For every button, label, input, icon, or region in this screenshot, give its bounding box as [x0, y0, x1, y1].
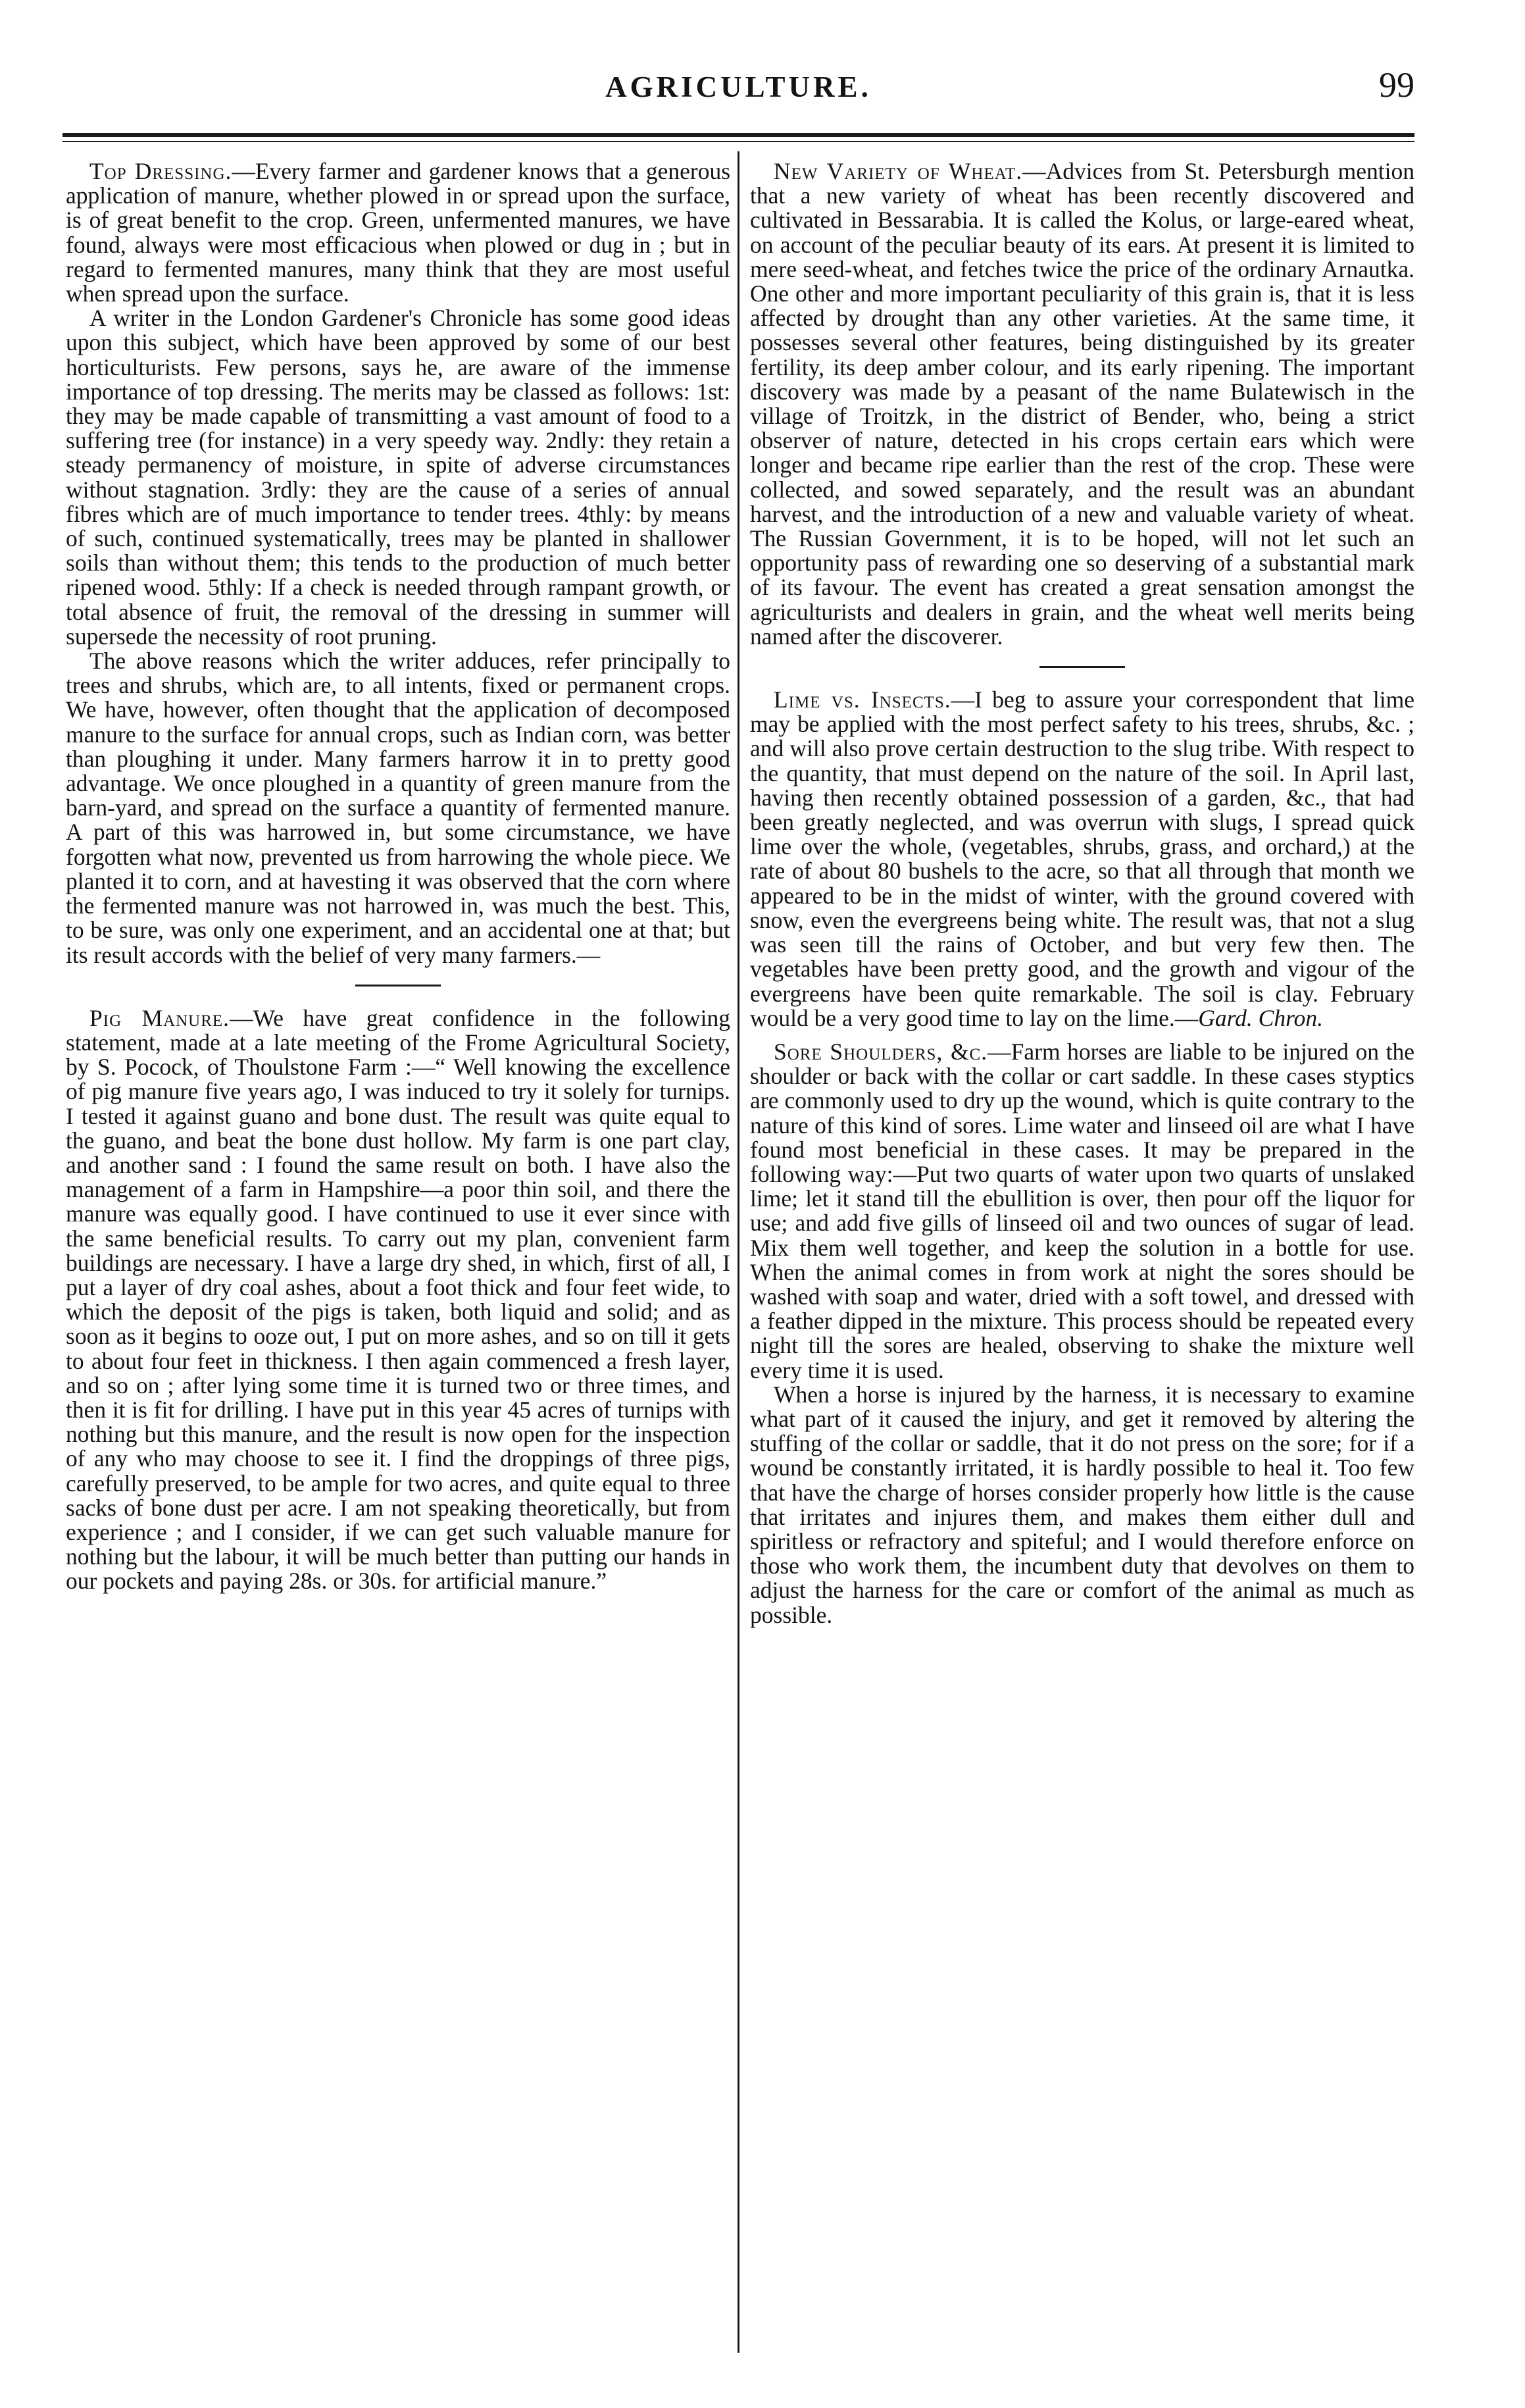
- article-lime-vs-insects: [750, 688, 1414, 1031]
- article-paragraph: [750, 1040, 1414, 1383]
- article-paragraph: The above reasons which the writer adduces, refer principally to trees and shrubs, which are, to all intents, fixed or permanent crops. We have, however, often thought that the application of decomposed manure to the surface for annual crops, such as Indian corn, was better than ploughing it under. Many farmers harrow it in to pretty good advantage. We once ploughed in a quantity of green manure from the barn-yard, and spread on the surface a quantity of fermented manure. A part of this was harrowed in, but some circumstance, we have forgotten what now, prevented us from harrowing the whole piece. We planted it to corn, and at havesting it was observed that the corn where the fermented manure was not harrowed in, was much the best. This, to be sure, was only one experiment, and an accidental one at that; but its result accords with the belief of very many farmers.—: [66, 648, 730, 968]
- article-signature: Gard. Chron.: [1198, 1004, 1323, 1031]
- article-sore-shoulders: [750, 1040, 1414, 1627]
- header-rule-thin: [63, 141, 1414, 142]
- section-separator: [355, 985, 441, 986]
- article-paragraph: A writer in the London Gardener's Chronicle has some good ideas upon this subject, which have been approved by some of our best horticulturists. Few persons, says he, are aware of the immense importance of top dressing. The merits may be classed as follows: 1st: they may be made capable of transmitting a vast amount of food to a suffering tree (for instance) in a very speedy way. 2ndly: they retain a steady permanency of moisture, in spite of adverse circumstances without stagnation. 3rdly: they are the cause of a series of annual fibres which are of much importance to tender trees. 4thly: by means of such, continued systematically, trees may be planted in shallower soils than without them; this tends to the production of much better ripened wood. 5thly: If a check is needed through rampant growth, or total absence of fruit, the removal of the dressing in summer will supersede the necessity of root pruning.: [66, 305, 730, 650]
- article-paragraph: [66, 1006, 730, 1594]
- article-title: New Variety of Wheat.: [774, 158, 1023, 184]
- article-title: Sore Shoulders, &c.: [774, 1038, 988, 1065]
- left-column: [66, 159, 730, 1594]
- article-top-dressing: [66, 159, 730, 967]
- article-text: —I beg to assure your correspondent that lime may be applied with the most perfect safety to his trees, shrubs, &c. ; and will also prove certain destruction to the slug tribe. With respect to the quantity, that must depend on the nature of the soil. In April last, having then recently obtained possession of a garden, &c., that had been greatly neglected, and was overrun with slugs, I spread quick lime over the whole, (vegetables, shrubs, grass, and orchard,) at the rate of about 80 bushels to the acre, so that all through that month we appeared to be in the midst of winter, with the ground covered with snow, even the evergreens being white. The result was, that not a slug was seen till the rains of October, and but very few then. The vegetables have been pretty good, and the growth and vigour of the evergreens have been quite remarkable. The soil is clay. February would be a very good time to lay on the lime.—: [750, 686, 1414, 1031]
- article-title: Top Dressing.: [89, 158, 232, 184]
- article-title: Pig Manure.: [89, 1004, 230, 1031]
- page-number: 99: [1379, 65, 1414, 105]
- column-divider: [738, 151, 739, 2353]
- article-paragraph: [750, 688, 1414, 1031]
- page-header: [63, 58, 1414, 117]
- header-rule-thick: [63, 133, 1414, 137]
- article-new-variety-of-wheat: [750, 159, 1414, 649]
- article-text: —We have great confidence in the following statement, made at a late meeting of the Frome Agricultural Society, by S. Pocock, of Thoulstone Farm :—“ Well knowing the excellence of pig manure five years ago, I was induced to try it solely for turnips. I tested it against guano and bone dust. The result was quite equal to the guano, and beat the bone dust hollow. My farm is one part clay, and another sand : I found the same result on both. I have also the management of a farm in Hampshire—a poor thin soil, and there the manure was equally good. I have continued to use it ever since with the same beneficial results. To carry out my plan, convenient farm buildings are necessary. I have a large dry shed, in which, first of all, I put a layer of dry coal ashes, about a foot thick and four feet wide, to which the deposit of the pigs is taken, both liquid and solid; and as soon as it begins to ooze out, I put on more ashes, and so on till it gets to about four feet in thickness. I then again commenced a fresh layer, and so on ; after lying some time it is turned two or three times, and then it is fit for drilling. I have put in this year 45 acres of turnips with nothing but this manure, and the result is now open for the inspection of any who may choose to see it. I find the droppings of three pigs, carefully preserved, to be ample for two acres, and quite equal to three sacks of bone dust per acre. I am not speaking theoretically, but from experience ; and I consider, if we can get such valuable manure for nothing but the labour, it will be much better than putting our hands in our pockets and paying 28s. or 30s. for artificial manure.”: [66, 1004, 731, 1595]
- article-text: —Every farmer and gardener knows that a generous application of manure, whether plowed in or spread upon the surface, is of great benefit to the crop. Green, unfermented manures, we have found, always were most efficacious when plowed or dug in ; but in regard to fermented manures, many think that they are most useful when spread upon the surface.: [66, 158, 731, 307]
- article-pig-manure: [66, 1006, 730, 1594]
- section-separator: [1039, 666, 1125, 668]
- article-text: —Advices from St. Petersburgh mention that a new variety of wheat has been recently discovered and cultivated in Bessarabia. It is called the Kolus, or large-eared wheat, on account of the peculiar beauty of its ears. At present it is limited to mere seed-wheat, and fetches twice the price of the ordinary Arnautka. One other and more important peculiarity of this grain is, that it is less affected by drought than any other varieties. At the same time, it possesses several other features, being distinguished by its greater fertility, its deep amber colour, and its early ripening. The important discovery was made by a peasant of the name Bulatewisch in the village of Troitzk, in the district of Bender, who, being a strict observer of nature, detected in his crops certain ears which were longer and became ripe earlier than the rest of the crop. These were collected, and sowed separately, and the result was an abundant harvest, and the introduction of a new and valuable variety of wheat. The Russian Government, it is to be hoped, will not let such an opportunity pass of rewarding one so deserving of a substantial mark of its favour. The event has created a great sensation amongst the agriculturists and dealers in grain, and the wheat well merits being named after the discoverer.: [750, 158, 1414, 650]
- running-head: AGRICULTURE.: [605, 70, 872, 103]
- article-title: Lime vs. Insects.: [774, 686, 951, 713]
- article-paragraph: [750, 159, 1414, 649]
- article-paragraph: When a horse is injured by the harness, it is necessary to examine what part of it caused the injury, and get it removed by altering the stuffing of the collar or saddle, that it do not press on the sore; for if a wound be constantly irritated, it is hardly possible to heal it. Too few that have the charge of horses consider properly how little is the cause that irritates and injures them, and makes them either dull and spiritless or refractory and spiteful; and I would therefore enforce on those who work them, the incumbent duty that devolves on them to adjust the harness for the care or comfort of the animal as much as possible.: [750, 1381, 1414, 1628]
- article-paragraph: [66, 159, 730, 306]
- right-column: [750, 159, 1414, 1627]
- article-text: —Farm horses are liable to be injured on the shoulder or back with the collar or cart saddle. In these cases styptics are commonly used to dry up the wound, which is quite contrary to the nature of this kind of sores. Lime water and linseed oil are what I have found most beneficial in these cases. It may be prepared in the following way:—Put two quarts of water upon two quarts of unslaked lime; let it stand till the ebullition is over, then pour off the liquor for use; and add five gills of linseed oil and two ounces of sugar of lead. Mix them well together, and keep the solution in a bottle for use. When the animal comes in from work at night the sores should be washed with soap and water, dried with a soft towel, and dressed with a feather dipped in the mixture. This process should be repeated every night till the sores are healed, observing to shake the mixture well every time it is used.: [750, 1038, 1414, 1383]
